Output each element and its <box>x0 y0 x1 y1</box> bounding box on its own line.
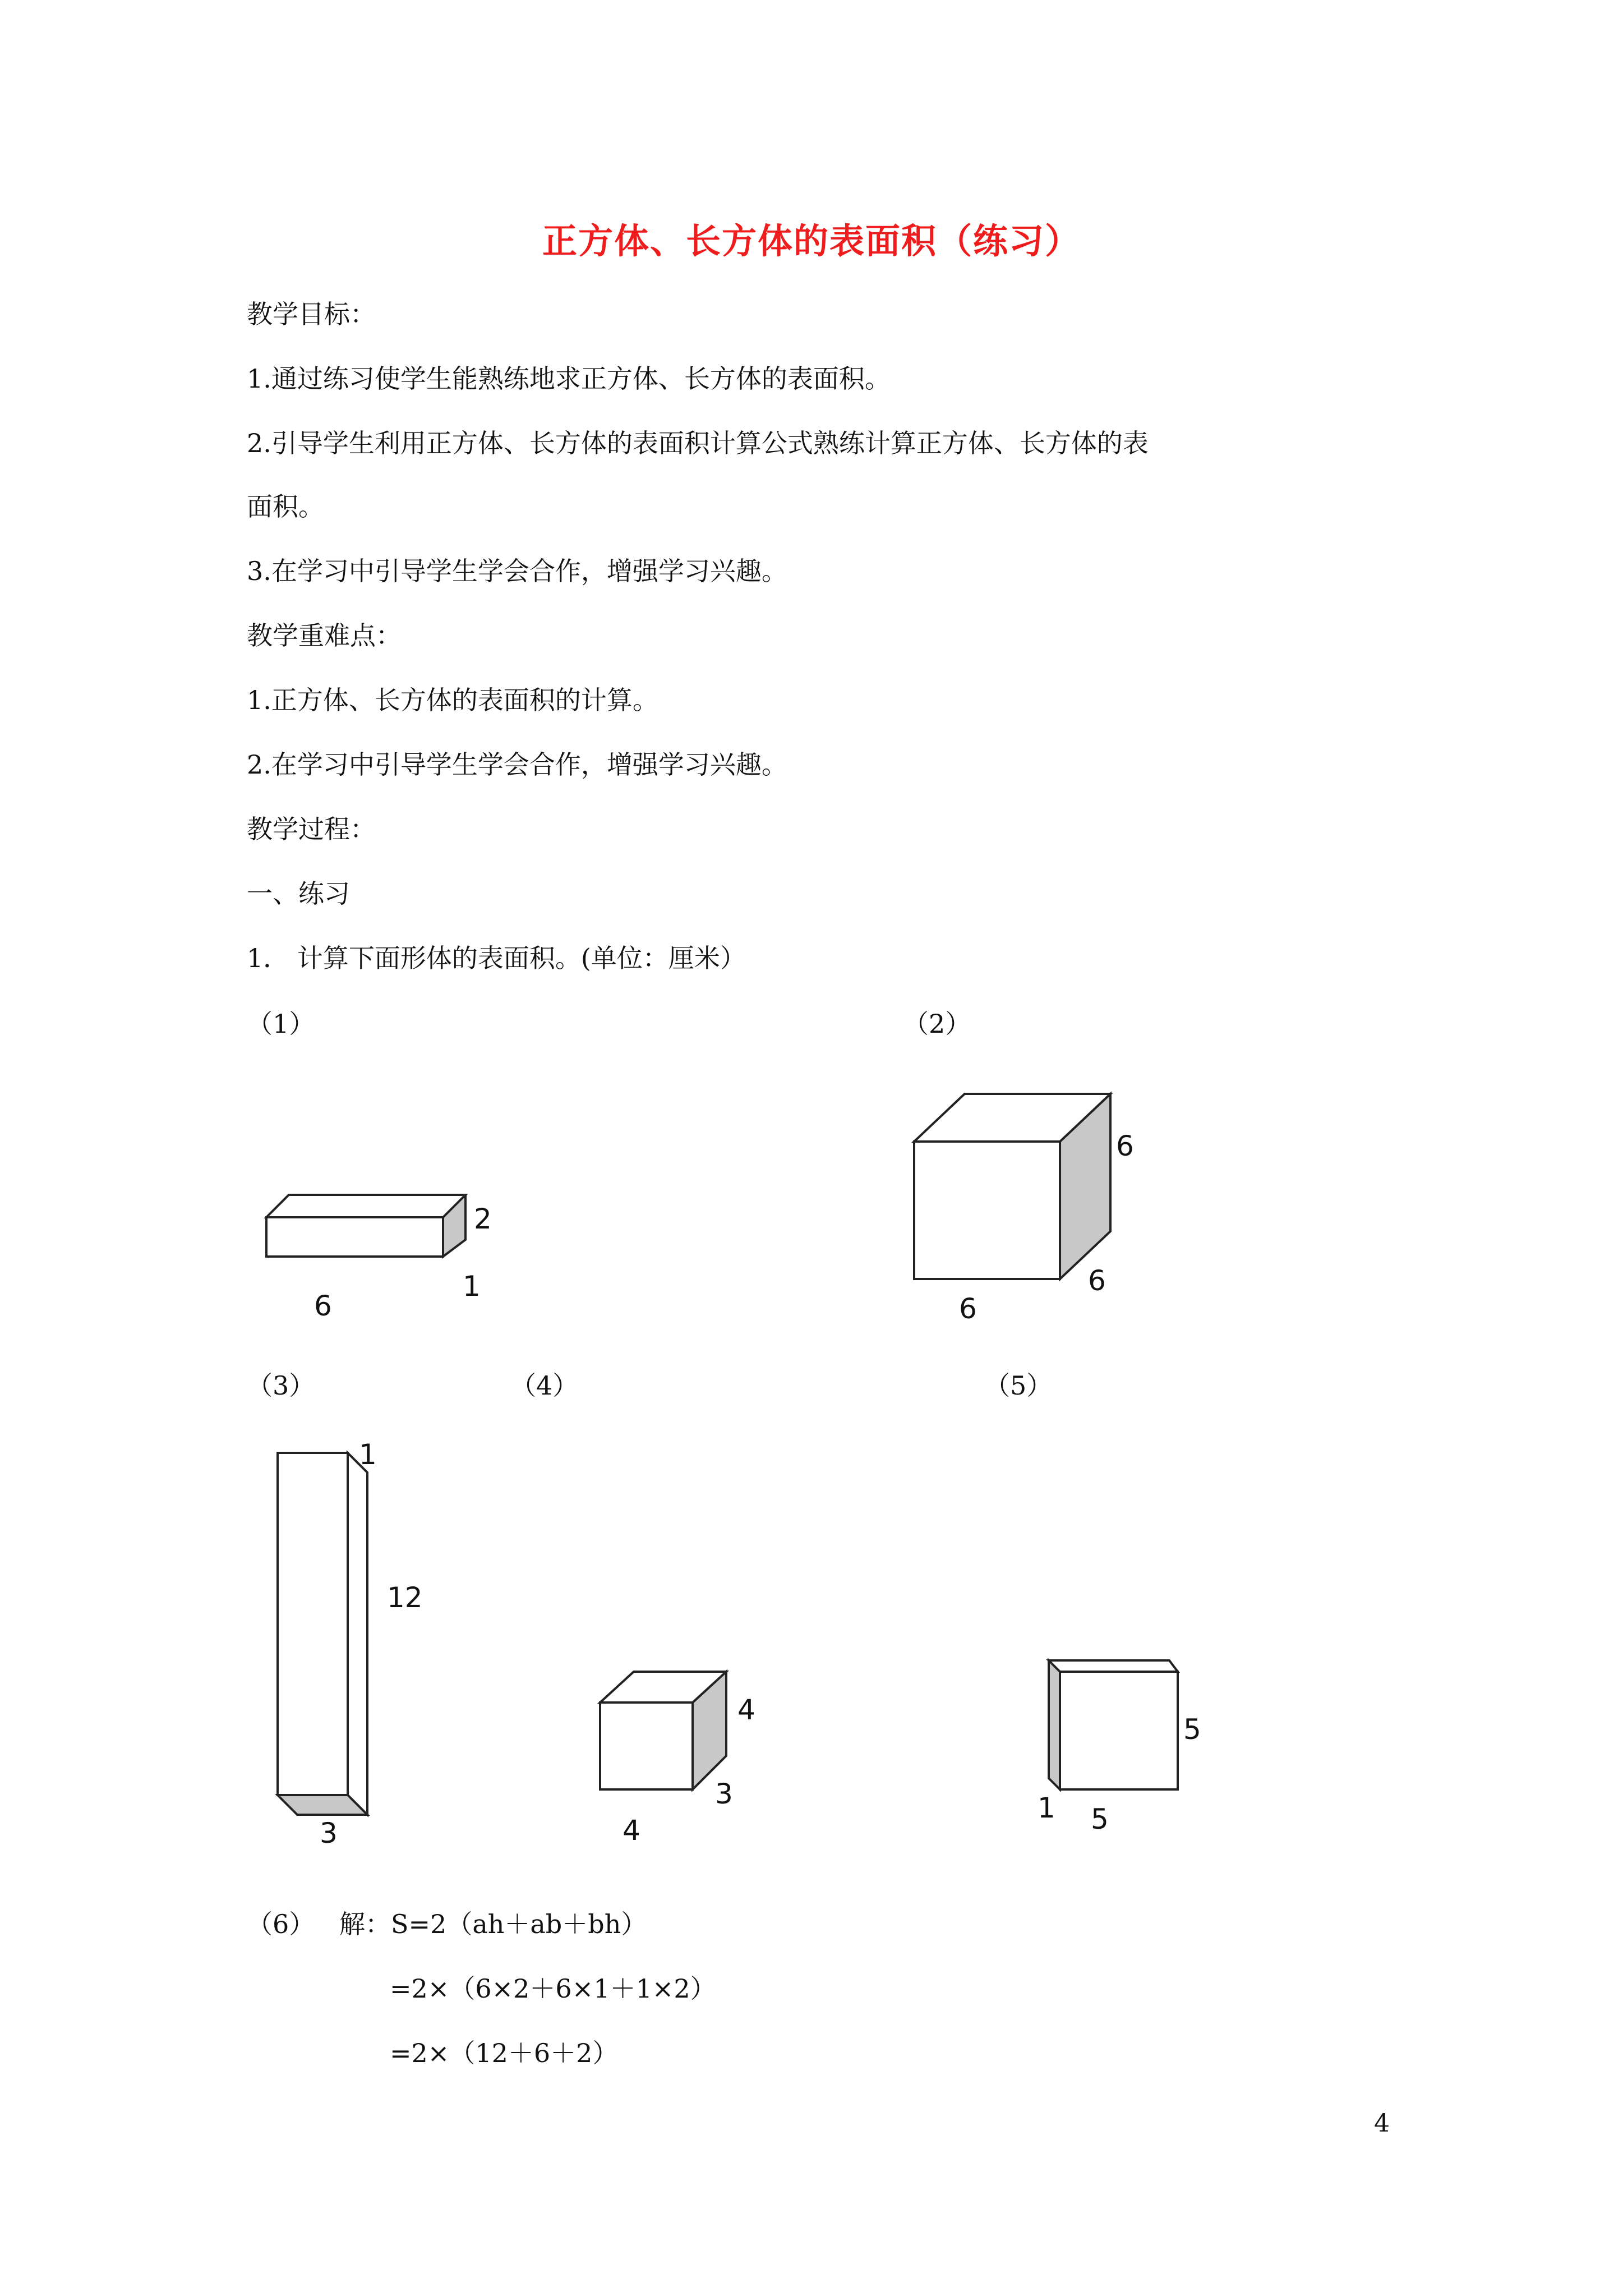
figure-5-length: 5 <box>1091 1803 1109 1835</box>
figure-5-width: 1 <box>1038 1792 1055 1824</box>
objective-1: 1.通过练习使学生能熟练地求正方体、长方体的表面积。 <box>247 364 891 394</box>
figure-1-height: 2 <box>474 1203 492 1235</box>
objective-2-line-1: 2.引导学生利用正方体、长方体的表面积计算公式熟练计算正方体、长方体的表 <box>247 428 1149 458</box>
figure-4-depth: 3 <box>715 1778 733 1810</box>
section-heading: 一、练习 <box>247 878 350 909</box>
figure-2-height: 6 <box>1116 1130 1134 1162</box>
figure-2-cube <box>909 1091 1133 1293</box>
figure-4-length: 4 <box>623 1814 640 1847</box>
figure-5-cuboid <box>1043 1658 1189 1803</box>
objective-3: 3.在学习中引导学生学会合作，增强学习兴趣。 <box>247 556 787 586</box>
figure-1-length: 6 <box>314 1290 332 1322</box>
objectives-heading: 教学目标： <box>247 299 376 329</box>
figure-1-width: 1 <box>463 1270 481 1303</box>
keypoint-2: 2.在学习中引导学生学会合作，增强学习兴趣。 <box>247 749 787 780</box>
page-number: 4 <box>1374 2109 1390 2138</box>
objective-2-line-2: 面积。 <box>247 491 324 522</box>
figure-3-label: （3） <box>247 1370 315 1401</box>
figure-1-label: （1） <box>247 1009 315 1039</box>
figure-2-depth: 6 <box>1088 1264 1106 1297</box>
process-heading: 教学过程： <box>247 814 376 844</box>
figure-3-cuboid <box>272 1450 384 1826</box>
solution-line-2: =2×（6×2＋6×1＋1×2） <box>390 1973 716 2004</box>
figure-5-height: 5 <box>1183 1713 1201 1746</box>
figure-4-cube <box>594 1669 735 1809</box>
keypoint-1: 1.正方体、长方体的表面积的计算。 <box>247 685 658 715</box>
page-title: 正方体、长方体的表面积（练习） <box>542 220 1081 261</box>
solution-line-1: 解：S=2（ah＋ab＋bh） <box>339 1909 647 1939</box>
figure-1-cuboid <box>258 1189 482 1290</box>
keypoints-heading: 教学重难点： <box>247 620 402 651</box>
figure-3-width: 1 <box>359 1438 377 1471</box>
solution-line-3: =2×（12＋6＋2） <box>390 2038 619 2068</box>
figure-4-height: 4 <box>737 1694 755 1726</box>
figure-2-length: 6 <box>959 1292 977 1325</box>
exercise-1-prompt: 1． 计算下面形体的表面积。(单位：厘米） <box>247 943 746 973</box>
figure-5-label: （5） <box>984 1370 1053 1401</box>
figure-4-label: （4） <box>510 1370 579 1401</box>
figure-3-length: 3 <box>320 1817 338 1849</box>
figure-6-label: （6） <box>247 1909 315 1939</box>
figure-3-height: 12 <box>387 1581 423 1614</box>
figure-2-label: （2） <box>903 1009 971 1039</box>
